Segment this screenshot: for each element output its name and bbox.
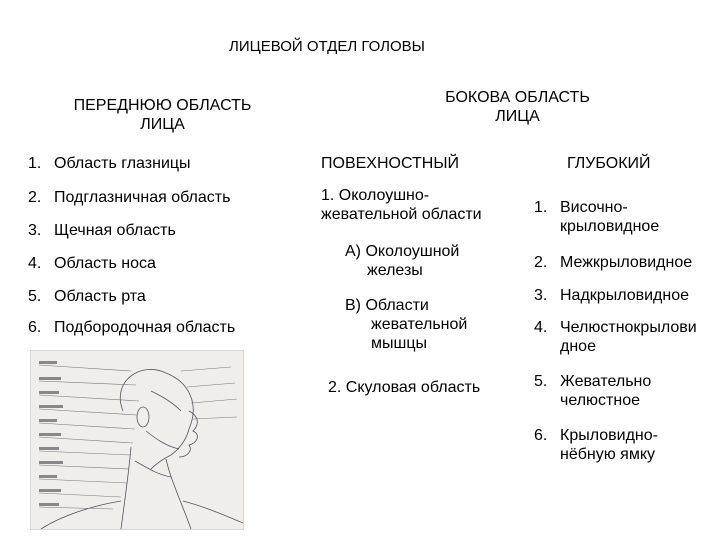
superficial-sub-a: А) Околоушной железы — [345, 243, 460, 280]
deep-item-1: 1. Височно- крыловидное — [534, 199, 660, 236]
anterior-item-2: 2. Подглазничная область — [28, 189, 231, 206]
anterior-heading-line1: ПЕРЕДНЮЮ ОБЛАСТЬ — [73, 97, 252, 114]
superficial-item-1: 1. Околоушно- жевательной области — [321, 187, 482, 224]
deep-item-6: 6. Крыловидно- нёбную ямку — [534, 427, 658, 464]
superficial-item-2: 2. Скуловая область — [328, 379, 481, 396]
head-neck-anatomy-diagram-icon — [30, 350, 244, 530]
anterior-item-5: 5. Область рта — [28, 288, 146, 305]
anterior-heading — [55, 96, 270, 134]
deep-item-3: 3. Надкрыловидное — [534, 287, 690, 304]
anterior-item-3: 3. Щечная область — [28, 222, 176, 239]
page-title: ЛИЦЕВОЙ ОТДЕЛ ГОЛОВЫ — [229, 38, 425, 55]
anterior-item-4: 4. Область носа — [28, 255, 156, 272]
anterior-heading-line2: ЛИЦА — [140, 116, 185, 134]
lateral-heading — [430, 88, 605, 126]
superficial-heading: ПОВЕХНОСТНЫЙ — [321, 155, 459, 172]
superficial-sub-b: В) Области жевательной мышцы — [345, 297, 468, 353]
deep-heading: ГЛУБОКИЙ — [567, 155, 651, 172]
deep-item-5: 5. Жевательно челюстное — [534, 373, 652, 410]
deep-item-4: 4. Челюстнокрылови дное — [534, 319, 697, 356]
deep-item-2: 2. Межкрыловидное — [534, 254, 693, 271]
lateral-heading-line1: БОКОВА ОБЛАСТЬ — [445, 89, 590, 106]
anterior-item-1: 1. Область глазницы — [28, 155, 191, 172]
lateral-heading-line2: ЛИЦА — [495, 108, 540, 126]
anterior-item-6: 6. Подбородочная область — [28, 319, 236, 336]
